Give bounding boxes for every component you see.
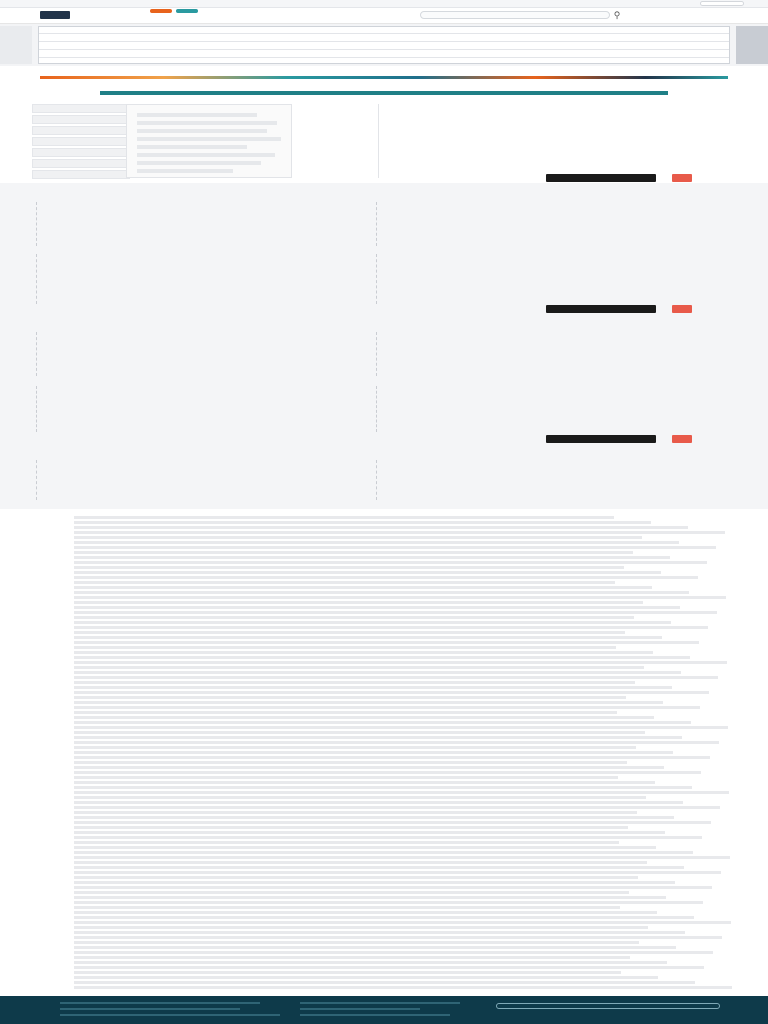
section-item-title[interactable] — [402, 196, 722, 206]
category-link[interactable] — [348, 66, 420, 74]
body-text-line — [74, 696, 626, 699]
body-text-line — [74, 716, 654, 719]
section-divider — [376, 460, 377, 500]
category-link[interactable] — [36, 66, 108, 74]
section-item-title[interactable] — [402, 390, 722, 400]
body-text-line — [74, 896, 666, 899]
download-button[interactable] — [546, 174, 656, 182]
body-text-line — [74, 651, 653, 654]
body-text-line — [74, 751, 673, 754]
section-item-title[interactable] — [402, 400, 722, 410]
body-text-line — [74, 796, 646, 799]
body-text-line — [74, 891, 629, 894]
body-text-line — [74, 626, 708, 629]
leaderboard-ad[interactable] — [38, 26, 730, 64]
logo-accent-orange — [150, 9, 172, 13]
body-text-line — [74, 856, 730, 859]
section-item-title[interactable] — [402, 250, 722, 260]
section-list — [402, 326, 722, 374]
site-name[interactable] — [200, 9, 360, 19]
body-text-line — [74, 861, 647, 864]
section-item-title[interactable] — [402, 260, 722, 270]
body-text-line — [74, 771, 701, 774]
page-thumbnail[interactable] — [32, 115, 130, 124]
body-text-line — [74, 801, 683, 804]
body-text-line — [74, 941, 639, 944]
ad-left-gutter — [0, 26, 32, 64]
section-subheading — [34, 240, 384, 254]
related-doc-meta — [402, 150, 702, 158]
body-text-line — [74, 721, 691, 724]
document-body-text — [74, 512, 734, 992]
body-text-line — [74, 646, 616, 649]
body-text-line — [74, 926, 648, 929]
body-text-line — [74, 931, 685, 934]
section-item-title[interactable] — [402, 270, 722, 280]
category-link[interactable] — [582, 66, 654, 74]
body-text-line — [74, 516, 614, 519]
body-text-line — [74, 966, 704, 969]
body-text-line — [74, 901, 703, 904]
body-text-line — [74, 551, 633, 554]
body-text-line — [74, 776, 618, 779]
related-doc-title[interactable] — [402, 140, 702, 150]
body-text-line — [74, 681, 635, 684]
body-text-line — [74, 526, 688, 529]
section-item-title[interactable] — [402, 486, 722, 496]
body-text-line — [74, 961, 667, 964]
search-input[interactable] — [420, 11, 610, 19]
body-text-line — [74, 676, 718, 679]
body-text-line — [74, 986, 732, 989]
body-text-line — [74, 816, 674, 819]
body-text-line — [74, 591, 689, 594]
body-text-line — [74, 711, 617, 714]
related-doc-title[interactable] — [402, 158, 702, 168]
body-text-line — [74, 916, 694, 919]
body-text-line — [74, 521, 651, 524]
body-text-line — [74, 871, 721, 874]
site-logo[interactable] — [40, 11, 70, 19]
body-text-line — [74, 851, 693, 854]
body-text-line — [74, 821, 711, 824]
page-thumbnail[interactable] — [32, 148, 130, 157]
section-item-title[interactable] — [402, 346, 722, 356]
search-icon[interactable]: ⚲ — [613, 10, 621, 20]
body-text-line — [74, 846, 656, 849]
body-text-line — [74, 636, 662, 639]
body-text-line — [74, 606, 680, 609]
page-thumbnail[interactable] — [32, 104, 130, 113]
site-footer — [0, 996, 768, 1024]
body-text-line — [74, 806, 720, 809]
title-underline-bar — [100, 91, 668, 95]
body-text-line — [74, 971, 621, 974]
body-text-line — [74, 766, 664, 769]
body-text-line — [74, 981, 695, 984]
page-thumbnail[interactable] — [32, 159, 130, 168]
body-text-line — [74, 911, 657, 914]
section-item-title[interactable] — [402, 476, 722, 486]
category-link[interactable] — [660, 66, 732, 74]
body-text-line — [74, 791, 729, 794]
save-button[interactable] — [672, 435, 692, 443]
body-text-line — [74, 546, 716, 549]
related-doc-meta — [402, 132, 702, 140]
section-list — [402, 250, 722, 300]
body-text-line — [74, 831, 665, 834]
body-text-line — [74, 656, 690, 659]
body-text-line — [74, 531, 725, 534]
section-divider — [376, 254, 377, 304]
body-text-line — [74, 921, 731, 924]
save-button[interactable] — [672, 305, 692, 313]
section-list — [402, 380, 722, 430]
category-link[interactable] — [504, 66, 576, 74]
save-button[interactable] — [672, 174, 692, 182]
section-divider — [376, 332, 377, 376]
category-link[interactable] — [114, 66, 186, 74]
body-text-line — [74, 701, 663, 704]
section-item-title[interactable] — [402, 466, 722, 476]
body-text-line — [74, 936, 722, 939]
top-account-pill[interactable] — [700, 1, 744, 6]
body-text-line — [74, 671, 681, 674]
body-text-line — [74, 906, 620, 909]
body-text-line — [74, 836, 702, 839]
download-button[interactable] — [546, 435, 656, 443]
body-text-line — [74, 666, 644, 669]
section-item-title[interactable] — [402, 456, 722, 466]
newsletter-email-input[interactable] — [496, 1003, 720, 1009]
logo-accent-teal — [176, 9, 198, 13]
body-text-line — [74, 811, 637, 814]
body-text-line — [74, 596, 726, 599]
body-text-line — [74, 736, 682, 739]
body-text-line — [74, 866, 684, 869]
body-text-line — [74, 876, 638, 879]
body-text-line — [74, 571, 661, 574]
body-text-line — [74, 641, 699, 644]
section-item-title[interactable] — [402, 336, 722, 346]
page-thumbnails — [32, 104, 130, 178]
body-text-line — [74, 951, 713, 954]
section-divider — [36, 386, 37, 432]
related-documents — [402, 104, 702, 176]
section-item-title[interactable] — [402, 356, 722, 366]
body-text-line — [74, 566, 624, 569]
section-list — [402, 196, 722, 244]
body-text-line — [74, 731, 645, 734]
category-link[interactable] — [270, 66, 342, 74]
column-divider — [378, 104, 379, 178]
body-text-line — [74, 786, 692, 789]
related-doc-title[interactable] — [402, 104, 702, 114]
body-text-line — [74, 616, 634, 619]
section-divider — [36, 254, 37, 304]
body-text-line — [74, 841, 619, 844]
body-text-line — [74, 756, 710, 759]
body-text-line — [74, 631, 625, 634]
body-text-line — [74, 661, 727, 664]
body-text-line — [74, 621, 671, 624]
body-text-line — [74, 706, 700, 709]
section-item-title[interactable] — [402, 326, 722, 336]
body-text-line — [74, 881, 675, 884]
category-link[interactable] — [192, 66, 264, 74]
body-text-line — [74, 746, 636, 749]
body-text-line — [74, 586, 652, 589]
section-item-title[interactable] — [402, 280, 722, 290]
section-item-title[interactable] — [402, 216, 722, 226]
section-divider — [376, 386, 377, 432]
body-text-line — [74, 691, 709, 694]
section-item-title[interactable] — [402, 206, 722, 216]
body-text-line — [74, 956, 630, 959]
header-nav-link[interactable] — [700, 11, 740, 19]
section-item-title[interactable] — [402, 380, 722, 390]
body-text-line — [74, 556, 670, 559]
body-text-line — [74, 601, 643, 604]
page-thumbnail[interactable] — [32, 170, 130, 179]
section-subheading — [34, 372, 384, 386]
body-text-line — [74, 686, 672, 689]
body-text-line — [74, 741, 719, 744]
header-nav-link[interactable] — [650, 11, 688, 19]
body-text-line — [74, 761, 627, 764]
body-text-line — [74, 611, 717, 614]
related-doc-meta — [402, 114, 702, 122]
section-item-title[interactable] — [402, 410, 722, 420]
section-divider — [36, 332, 37, 376]
section-list — [402, 456, 722, 500]
body-text-line — [74, 561, 707, 564]
category-nav — [36, 66, 732, 74]
body-text-line — [74, 581, 615, 584]
ad-right-gutter — [736, 26, 768, 64]
body-text-line — [74, 541, 679, 544]
download-button[interactable] — [546, 305, 656, 313]
body-text-line — [74, 826, 628, 829]
body-text-line — [74, 576, 698, 579]
document-page-preview[interactable] — [126, 104, 292, 178]
related-doc-title[interactable] — [402, 122, 702, 132]
body-text-line — [74, 726, 728, 729]
body-text-line — [74, 781, 655, 784]
page-thumbnail[interactable] — [32, 126, 130, 135]
body-text-line — [74, 976, 658, 979]
body-text-line — [74, 946, 676, 949]
category-link[interactable] — [426, 66, 498, 74]
section-divider — [36, 460, 37, 500]
page-thumbnail[interactable] — [32, 137, 130, 146]
body-text-line — [74, 536, 642, 539]
top-utility-bar — [0, 0, 768, 8]
section-item-title[interactable] — [402, 226, 722, 236]
brand-gradient-bar — [40, 76, 728, 79]
body-text-line — [74, 886, 712, 889]
